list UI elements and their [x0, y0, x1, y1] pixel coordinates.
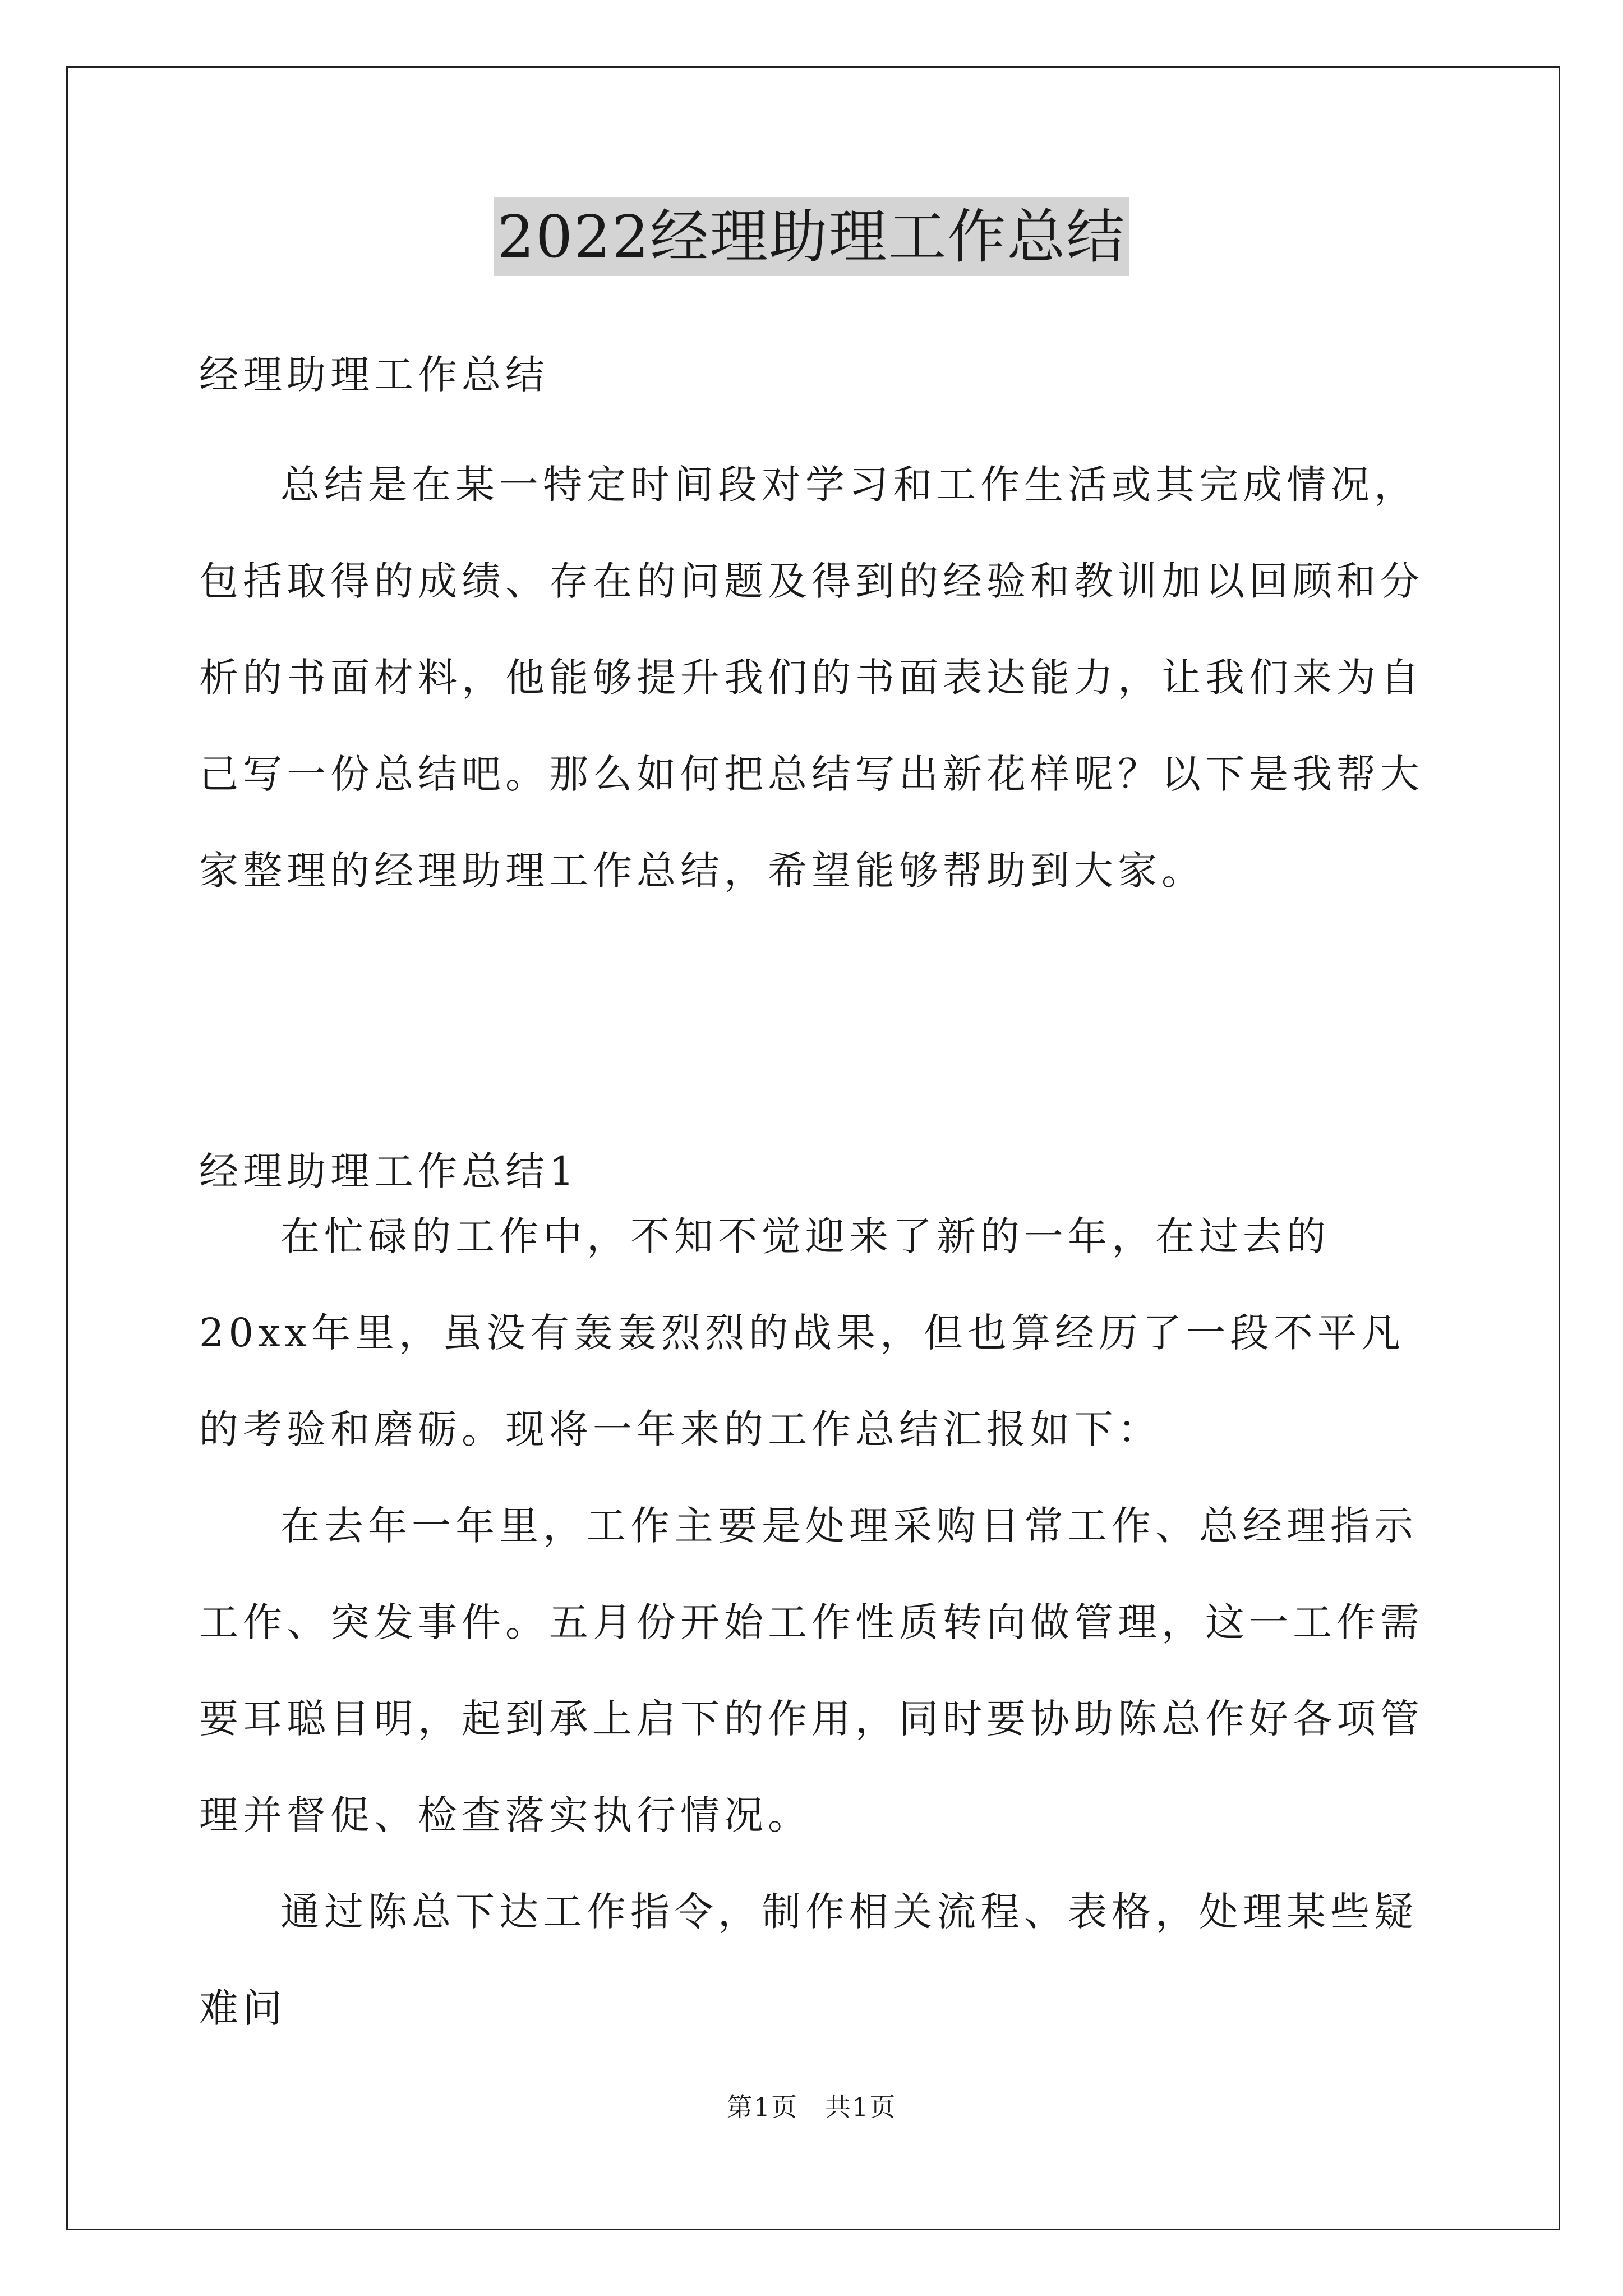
title-container	[0, 197, 1623, 276]
intro-paragraph: 总结是在某一特定时间段对学习和工作生活或其完成情况，包括取得的成绩、存在的问题及得到的经验和教训加以回顾和分析的书面材料，他能够提升我们的书面表达能力，让我们来为自己写一份总结吧。那么如何把总结写出新花样呢？以下是我帮大家整理的经理助理工作总结，希望能够帮助到大家。	[199, 462, 1424, 894]
page-footer: 第1页 共1页	[726, 2092, 897, 2122]
section1-paragraph-2: 在去年一年里，工作主要是处理采购日常工作、总经理指示工作、突发事件。五月份开始工作性质转向做管理，这一工作需要耳聪目明，起到承上启下的作用，同时要协助陈总作好各项管理并督促、检查落实执行情况。	[199, 1503, 1424, 1838]
section1-heading: 经理助理工作总结1	[199, 1148, 579, 1194]
section1-paragraph-1: 在忙碌的工作中，不知不觉迎来了新的一年，在过去的20xx年里，虽没有轰轰烈烈的战果，但也算经历了一段不平凡的考验和磨砺。现将一年来的工作总结汇报如下：	[199, 1213, 1405, 1452]
section1-body	[199, 1188, 1433, 2056]
document-subtitle: 经理助理工作总结	[199, 352, 549, 398]
section1-paragraph-3: 通过陈总下达工作指令，制作相关流程、表格，处理某些疑难问	[199, 1889, 1418, 2031]
intro-section	[199, 436, 1433, 919]
document-title: 2022经理助理工作总结	[494, 197, 1129, 276]
